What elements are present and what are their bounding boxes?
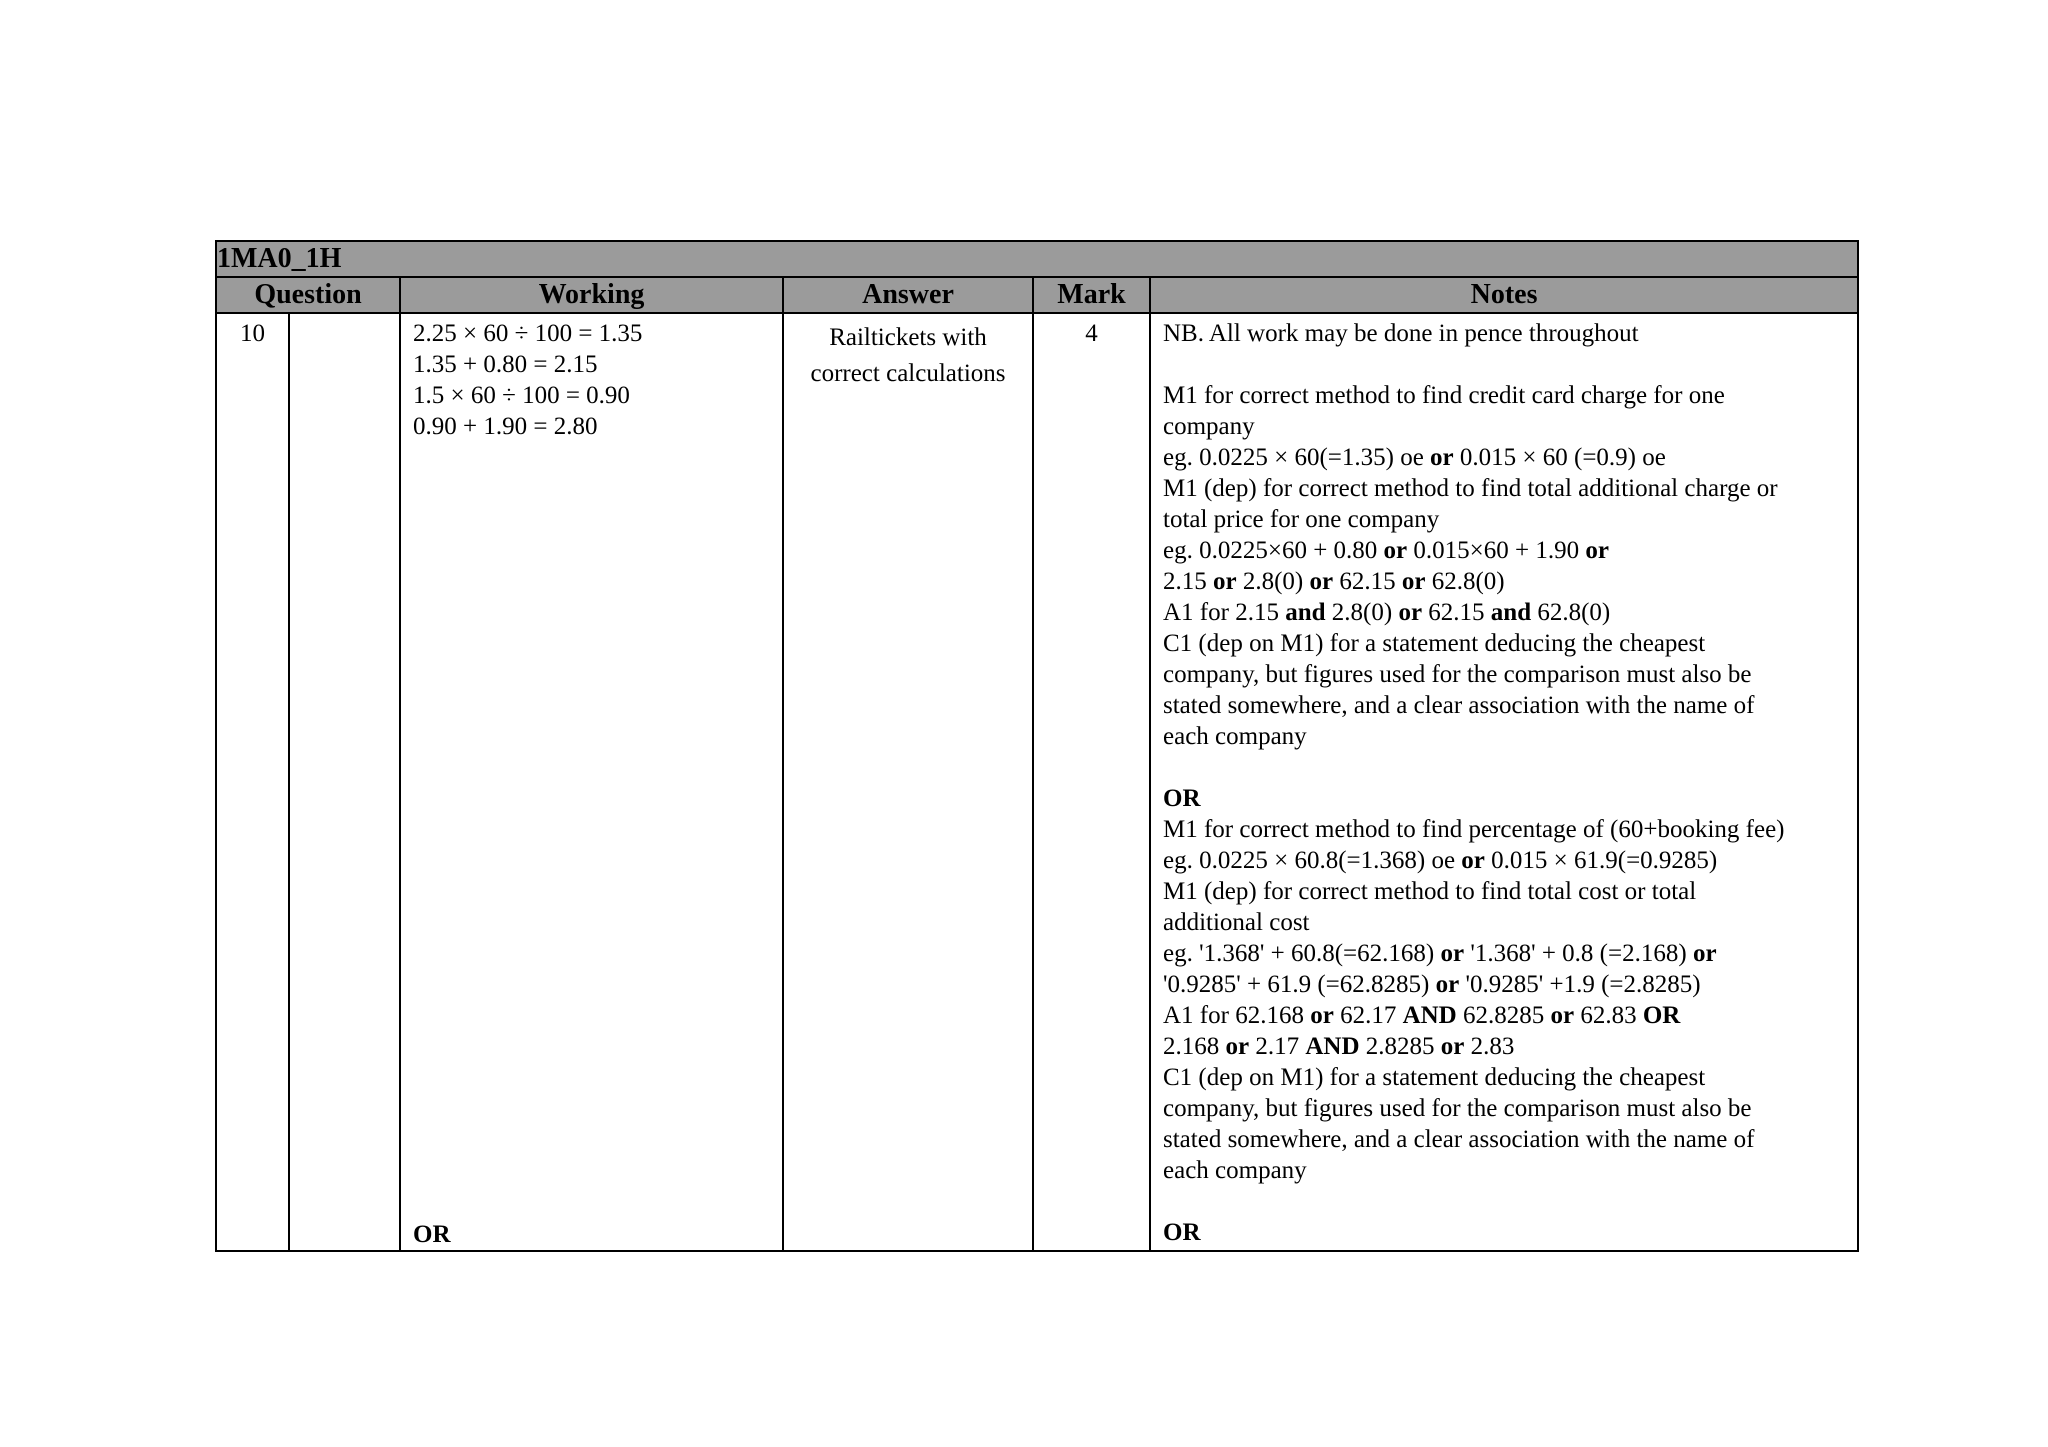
notes-keyword: or [1383, 537, 1408, 564]
mark-scheme-table [215, 240, 1859, 1252]
notes-text: 62.83 [1574, 1002, 1643, 1029]
notes-keyword: OR [1163, 1219, 1201, 1246]
notes-line [1163, 659, 1845, 690]
notes-text: 2.8(0) [1236, 568, 1310, 595]
notes-text: C1 (dep on M1) for a statement deducing the cheapest [1163, 630, 1706, 657]
answer-line: correct calculations [810, 360, 1006, 387]
question-row [216, 313, 1858, 1251]
notes-line [1163, 318, 1845, 349]
notes-text: 62.8(0) [1531, 599, 1611, 626]
notes-line [1163, 442, 1845, 473]
notes-text: A1 for 2.15 [1163, 599, 1286, 626]
notes-blank-line [1163, 349, 1845, 380]
notes-text: '0.9285' + 61.9 (=62.8285) [1163, 971, 1436, 998]
notes-keyword: or [1401, 568, 1426, 595]
header-question: Question [216, 277, 400, 313]
notes-text: 0.015 × 60 (=0.9) oe [1453, 444, 1666, 471]
notes-text: 62.8(0) [1425, 568, 1505, 595]
notes-text: '0.9285' +1.9 (=2.8285) [1459, 971, 1701, 998]
paper-code-row [216, 241, 1858, 277]
notes-keyword: or [1435, 971, 1460, 998]
question-part [289, 313, 400, 1251]
notes-keyword: or [1430, 444, 1454, 471]
working-cell [400, 313, 783, 1251]
notes-line [1163, 814, 1845, 845]
notes-text: company, but figures used for the comparison must also be [1163, 1095, 1752, 1122]
header-working: Working [400, 277, 783, 313]
notes-text: eg. 0.0225 × 60.8(=1.368) oe [1163, 847, 1462, 874]
notes-keyword: or [1440, 1033, 1465, 1060]
notes-keyword: AND [1305, 1033, 1360, 1060]
notes-keyword: or [1440, 940, 1465, 967]
notes-cell [1150, 313, 1858, 1251]
notes-text: A1 for 62.168 [1163, 1002, 1311, 1029]
notes-line [1163, 628, 1845, 659]
header-answer: Answer [783, 277, 1033, 313]
answer-line: Railtickets with [829, 324, 987, 351]
notes-text: total price for one company [1163, 506, 1440, 533]
notes-text: each company [1163, 723, 1307, 750]
header-notes: Notes [1150, 277, 1858, 313]
notes-text: each company [1163, 1157, 1307, 1184]
notes-line [1163, 1155, 1845, 1186]
notes-text: company, but figures used for the comparison must also be [1163, 661, 1752, 688]
notes-line [1163, 845, 1845, 876]
answer-cell [783, 313, 1033, 1251]
header-row [216, 277, 1858, 313]
notes-keyword: or [1309, 568, 1334, 595]
notes-text: 62.15 [1333, 568, 1402, 595]
notes-line [1163, 380, 1845, 411]
notes-text: 0.015 × 61.9(=0.9285) [1484, 847, 1718, 874]
notes-keyword: or [1213, 568, 1237, 595]
notes-keyword: and [1285, 599, 1326, 626]
notes-keyword: OR [1163, 785, 1201, 812]
notes-text: 62.8285 [1456, 1002, 1551, 1029]
notes-line [1163, 876, 1845, 907]
notes-text: M1 for correct method to find credit card charge for one [1163, 382, 1725, 409]
notes-keyword: or [1310, 1002, 1334, 1029]
notes-blank-line [1163, 1186, 1845, 1217]
working-line: 1.35 + 0.80 = 2.15 [413, 351, 598, 378]
question-number: 10 [216, 313, 289, 1251]
notes-text: company [1163, 413, 1255, 440]
notes-text: eg. '1.368' + 60.8(=62.168) [1163, 940, 1441, 967]
working-line: 0.90 + 1.90 = 2.80 [413, 413, 598, 440]
notes-text: 2.168 [1163, 1033, 1226, 1060]
notes-line [1163, 504, 1845, 535]
notes-keyword: AND [1402, 1002, 1457, 1029]
notes-line [1163, 690, 1845, 721]
notes-text: M1 (dep) for correct method to find total additional charge or [1163, 475, 1778, 502]
notes-text: NB. All work may be done in pence throughout [1163, 320, 1639, 347]
notes-line [1163, 473, 1845, 504]
notes-line [1163, 1217, 1845, 1248]
notes-line [1163, 535, 1845, 566]
notes-keyword: and [1490, 599, 1532, 626]
notes-text: C1 (dep on M1) for a statement deducing the cheapest [1163, 1064, 1706, 1091]
notes-line [1163, 566, 1845, 597]
notes-text: 0.015×60 + 1.90 [1407, 537, 1586, 564]
header-mark: Mark [1033, 277, 1150, 313]
working-line: 1.5 × 60 ÷ 100 = 0.90 [413, 382, 630, 409]
notes-text: 2.17 [1249, 1033, 1306, 1060]
notes-keyword: or [1461, 847, 1485, 874]
notes-line [1163, 938, 1845, 969]
paper-code: 1MA0_1H [216, 241, 1858, 277]
notes-line [1163, 969, 1845, 1000]
notes-keyword: OR [1642, 1002, 1681, 1029]
notes-keyword: or [1585, 537, 1609, 564]
notes-line [1163, 783, 1845, 814]
notes-text: 2.83 [1464, 1033, 1515, 1060]
notes-text: M1 for correct method to find percentage of (60+booking fee) [1163, 816, 1785, 843]
notes-keyword: or [1398, 599, 1423, 626]
notes-line [1163, 1124, 1845, 1155]
notes-line [1163, 721, 1845, 752]
notes-text: 62.17 [1333, 1002, 1403, 1029]
notes-text: 2.15 [1163, 568, 1213, 595]
notes-line [1163, 1062, 1845, 1093]
notes-line [1163, 597, 1845, 628]
notes-line [1163, 907, 1845, 938]
notes-text: M1 (dep) for correct method to find total cost or total [1163, 878, 1697, 905]
notes-line [1163, 1093, 1845, 1124]
notes-text: 2.8285 [1359, 1033, 1441, 1060]
notes-text: 62.15 [1422, 599, 1491, 626]
notes-text: '1.368' + 0.8 (=2.168) [1464, 940, 1693, 967]
notes-keyword: or [1550, 1002, 1575, 1029]
working-line: 2.25 × 60 ÷ 100 = 1.35 [413, 320, 643, 347]
notes-line [1163, 1031, 1845, 1062]
notes-text: eg. 0.0225 × 60(=1.35) oe [1163, 444, 1431, 471]
notes-keyword: or [1225, 1033, 1250, 1060]
notes-line [1163, 411, 1845, 442]
notes-blank-line [1163, 752, 1845, 783]
working-or-label: OR [413, 1221, 451, 1248]
notes-text: 2.8(0) [1325, 599, 1399, 626]
notes-keyword: or [1692, 940, 1717, 967]
notes-line [1163, 1000, 1845, 1031]
notes-text: additional cost [1163, 909, 1310, 936]
notes-text: eg. 0.0225×60 + 0.80 [1163, 537, 1384, 564]
notes-text: stated somewhere, and a clear association with the name of [1163, 692, 1755, 719]
mark-value: 4 [1033, 313, 1150, 1251]
notes-text: stated somewhere, and a clear association with the name of [1163, 1126, 1755, 1153]
